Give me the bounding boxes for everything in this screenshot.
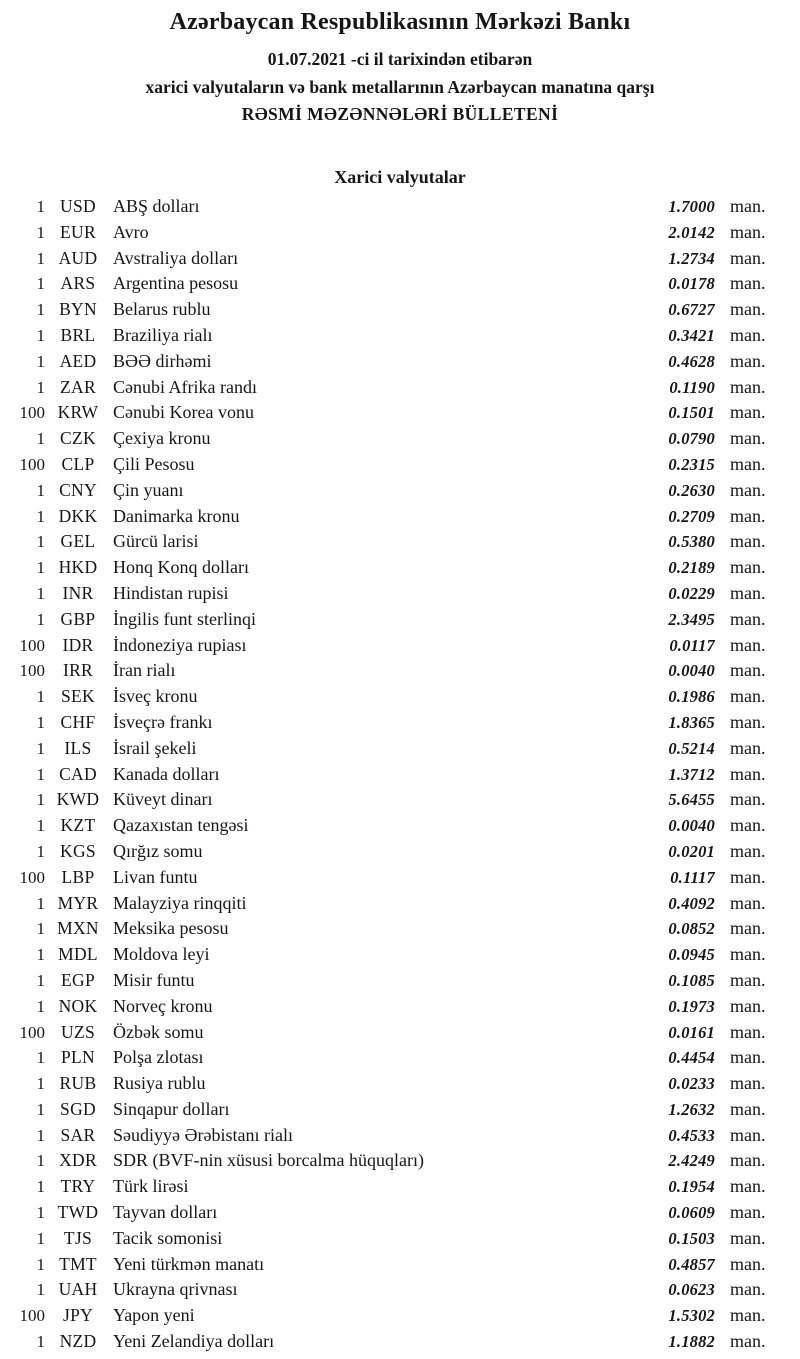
rate-value-cell: 1.2632: [668, 1099, 715, 1119]
quantity-cell: 1: [36, 1151, 45, 1171]
currency-code-cell: TRY: [60, 1176, 96, 1197]
unit-cell: man.: [730, 479, 766, 500]
rate-value-cell: 2.0142: [668, 222, 715, 242]
quantity-cell: 1: [36, 351, 45, 371]
quantity-cell: 1: [36, 248, 45, 268]
currency-name-cell: Ukrayna qrivnası: [113, 1279, 238, 1300]
unit-cell: man.: [730, 582, 766, 603]
currency-name-cell: Cənubi Afrika randı: [113, 376, 257, 397]
currency-row: [0, 944, 800, 970]
currency-name-cell: İsveç kronu: [113, 686, 198, 707]
currency-name-cell: Qırğız somu: [113, 840, 203, 861]
currency-row: [0, 1305, 800, 1331]
currency-code-cell: CZK: [60, 428, 96, 449]
quantity-cell: 1: [36, 609, 45, 629]
quantity-cell: 100: [19, 1022, 45, 1042]
rate-value-cell: 0.1954: [668, 1177, 715, 1197]
unit-cell: man.: [730, 711, 766, 732]
currency-row: [0, 273, 800, 299]
quantity-cell: 100: [19, 867, 45, 887]
rate-value-cell: 0.0117: [669, 635, 715, 655]
unit-cell: man.: [730, 376, 766, 397]
currency-name-cell: Tacik somonisi: [113, 1227, 223, 1248]
rate-value-cell: 0.4092: [668, 893, 715, 913]
unit-cell: man.: [730, 789, 766, 810]
unit-cell: man.: [730, 1176, 766, 1197]
currency-row: [0, 1125, 800, 1151]
unit-cell: man.: [730, 1305, 766, 1326]
currency-name-cell: Meksika pesosu: [113, 918, 229, 939]
rate-value-cell: 0.3421: [668, 325, 715, 345]
quantity-cell: 1: [36, 945, 45, 965]
rate-value-cell: 0.0161: [668, 1022, 715, 1042]
quantity-cell: 1: [36, 274, 45, 294]
rate-value-cell: 0.0852: [668, 919, 715, 939]
unit-cell: man.: [730, 608, 766, 629]
currency-row: [0, 506, 800, 532]
quantity-cell: 1: [36, 300, 45, 320]
rate-value-cell: 1.3712: [668, 764, 715, 784]
currency-code-cell: HKD: [58, 557, 98, 578]
currency-code-cell: AED: [59, 350, 97, 371]
unit-cell: man.: [730, 866, 766, 887]
currency-name-cell: Özbək somu: [113, 1021, 204, 1042]
currency-code-cell: PLN: [61, 1047, 95, 1068]
currency-row: [0, 351, 800, 377]
rate-value-cell: 0.4628: [668, 351, 715, 371]
rate-value-cell: 0.2709: [668, 506, 715, 526]
rate-value-cell: 0.0233: [668, 1074, 715, 1094]
currency-name-cell: Misir funtu: [113, 969, 195, 990]
currency-code-cell: GBP: [60, 608, 96, 629]
quantity-cell: 1: [36, 1099, 45, 1119]
unit-cell: man.: [730, 1227, 766, 1248]
rate-value-cell: 0.4454: [668, 1048, 715, 1068]
currency-code-cell: NZD: [59, 1331, 97, 1352]
quantity-cell: 1: [36, 197, 45, 216]
currency-row: [0, 428, 800, 454]
unit-cell: man.: [730, 815, 766, 836]
currency-code-cell: CHF: [60, 711, 96, 732]
currency-name-cell: Moldova leyi: [113, 944, 210, 965]
rate-value-cell: 0.1973: [668, 996, 715, 1016]
unit-cell: man.: [730, 634, 766, 655]
currency-code-cell: SEK: [61, 686, 95, 707]
rate-value-cell: 0.0623: [668, 1280, 715, 1300]
unit-cell: man.: [730, 273, 766, 294]
unit-cell: man.: [730, 840, 766, 861]
quantity-cell: 1: [36, 919, 45, 939]
unit-cell: man.: [730, 1073, 766, 1094]
currency-row: [0, 557, 800, 583]
currency-row: [0, 609, 800, 635]
currency-code-cell: KGS: [60, 840, 96, 861]
currency-name-cell: Küveyt dinarı: [113, 789, 213, 810]
currency-name-cell: Çin yuanı: [113, 479, 184, 500]
rate-value-cell: 0.4533: [668, 1125, 715, 1145]
currency-name-cell: Tayvan dolları: [113, 1202, 218, 1223]
quantity-cell: 1: [36, 1048, 45, 1068]
quantity-cell: 1: [36, 712, 45, 732]
quantity-cell: 100: [19, 403, 45, 423]
unit-cell: man.: [730, 660, 766, 681]
currency-code-cell: IDR: [62, 634, 94, 655]
currency-code-cell: ILS: [64, 737, 92, 758]
currency-name-cell: Braziliya rialı: [113, 324, 213, 345]
currency-name-cell: Polşa zlotası: [113, 1047, 204, 1068]
currency-code-cell: TJS: [63, 1227, 93, 1248]
currency-code-cell: GEL: [60, 531, 96, 552]
currency-code-cell: DKK: [58, 505, 98, 526]
currency-row: [0, 1202, 800, 1228]
unit-cell: man.: [730, 686, 766, 707]
rate-value-cell: 0.0945: [668, 945, 715, 965]
unit-cell: man.: [730, 505, 766, 526]
unit-cell: man.: [730, 1021, 766, 1042]
quantity-cell: 1: [36, 222, 45, 242]
currency-row: [0, 1099, 800, 1125]
unit-cell: man.: [730, 531, 766, 552]
unit-cell: man.: [730, 1098, 766, 1119]
currency-row: [0, 841, 800, 867]
quantity-cell: 1: [36, 970, 45, 990]
currency-code-cell: KWD: [56, 789, 100, 810]
currency-name-cell: Malayziya rinqqiti: [113, 892, 247, 913]
currency-code-cell: LBP: [61, 866, 95, 887]
unit-cell: man.: [730, 557, 766, 578]
quantity-cell: 100: [19, 635, 45, 655]
currency-row: [0, 1279, 800, 1305]
currency-row: [0, 893, 800, 919]
quantity-cell: 1: [36, 1254, 45, 1274]
currency-row: [0, 1150, 800, 1176]
currency-code-cell: XDR: [59, 1150, 97, 1171]
currency-name-cell: Kanada dolları: [113, 763, 220, 784]
currency-name-cell: Yapon yeni: [113, 1305, 195, 1326]
currency-name-cell: ABŞ dolları: [113, 196, 200, 216]
currency-code-cell: USD: [60, 196, 96, 216]
currency-name-cell: Avro: [113, 221, 149, 242]
quantity-cell: 1: [36, 738, 45, 758]
currency-code-cell: SAR: [60, 1124, 96, 1145]
quantity-cell: 1: [36, 1332, 45, 1352]
unit-cell: man.: [730, 737, 766, 758]
currency-row: [0, 299, 800, 325]
currency-name-cell: Rusiya rublu: [113, 1073, 206, 1094]
unit-cell: man.: [730, 995, 766, 1016]
currency-row: [0, 764, 800, 790]
currency-name-cell: Çexiya kronu: [113, 428, 211, 449]
quantity-cell: 1: [36, 532, 45, 552]
quantity-cell: 1: [36, 583, 45, 603]
unit-cell: man.: [730, 892, 766, 913]
rate-value-cell: 0.0040: [668, 816, 715, 836]
quantity-cell: 1: [36, 1177, 45, 1197]
currency-name-cell: Hindistan rupisi: [113, 582, 229, 603]
currency-name-cell: İran rialı: [113, 660, 176, 681]
quantity-cell: 1: [36, 764, 45, 784]
rate-value-cell: 0.1503: [668, 1228, 715, 1248]
effective-date-line: 01.07.2021 -ci il tarixindən etibarən: [267, 49, 533, 69]
rate-value-cell: 0.6727: [668, 300, 715, 320]
currency-row: [0, 712, 800, 738]
quantity-cell: 100: [19, 661, 45, 681]
unit-cell: man.: [730, 196, 766, 216]
quantity-cell: 1: [36, 429, 45, 449]
currency-row: [0, 1176, 800, 1202]
currency-name-cell: Gürcü larisi: [113, 531, 199, 552]
currency-row: [0, 1047, 800, 1073]
subject-line: xarici valyutaların və bank metallarının Azərbaycan manatına qarşı: [145, 77, 655, 97]
currency-row: [0, 635, 800, 661]
unit-cell: man.: [730, 1331, 766, 1352]
currency-name-cell: İsrail şekeli: [113, 737, 197, 758]
currency-code-cell: BYN: [59, 299, 97, 320]
quantity-cell: 1: [36, 687, 45, 707]
currency-code-cell: UZS: [61, 1021, 95, 1042]
currency-row: [0, 248, 800, 274]
rate-value-cell: 2.4249: [668, 1151, 715, 1171]
currency-code-cell: JPY: [62, 1305, 94, 1326]
currency-row: [0, 1228, 800, 1254]
currency-row: [0, 1331, 800, 1357]
rate-value-cell: 0.0229: [668, 583, 715, 603]
exchange-rates-table: [0, 196, 800, 1357]
currency-name-cell: SDR (BVF-nin xüsusi borcalma hüquqları): [113, 1150, 424, 1171]
quantity-cell: 100: [19, 454, 45, 474]
rate-value-cell: 0.5380: [668, 532, 715, 552]
currency-name-cell: Qazaxıstan tengəsi: [113, 815, 249, 836]
currency-code-cell: IRR: [62, 660, 94, 681]
currency-row: [0, 454, 800, 480]
unit-cell: man.: [730, 402, 766, 423]
currency-row: [0, 196, 800, 222]
rate-value-cell: 0.0201: [668, 841, 715, 861]
currency-code-cell: MXN: [57, 918, 99, 939]
currency-row: [0, 1254, 800, 1280]
currency-row: [0, 686, 800, 712]
currency-row: [0, 1073, 800, 1099]
quantity-cell: 1: [36, 816, 45, 836]
currency-row: [0, 789, 800, 815]
currency-name-cell: Yeni Zelandiya dolları: [113, 1331, 275, 1352]
currency-name-cell: Avstraliya dolları: [113, 247, 239, 268]
currency-code-cell: TWD: [57, 1202, 99, 1223]
quantity-cell: 1: [36, 1125, 45, 1145]
unit-cell: man.: [730, 247, 766, 268]
rate-value-cell: 0.5214: [668, 738, 715, 758]
quantity-cell: 1: [36, 558, 45, 578]
currency-row: [0, 325, 800, 351]
currency-name-cell: Honq Konq dolları: [113, 557, 249, 578]
unit-cell: man.: [730, 944, 766, 965]
rate-value-cell: 0.1986: [668, 687, 715, 707]
unit-cell: man.: [730, 1150, 766, 1171]
currency-row: [0, 996, 800, 1022]
currency-code-cell: CLP: [61, 453, 95, 474]
currency-row: [0, 402, 800, 428]
currency-row: [0, 583, 800, 609]
unit-cell: man.: [730, 350, 766, 371]
currency-code-cell: EUR: [60, 221, 96, 242]
rate-value-cell: 1.1882: [668, 1332, 715, 1352]
currency-name-cell: Çili Pesosu: [113, 453, 195, 474]
quantity-cell: 1: [36, 841, 45, 861]
unit-cell: man.: [730, 221, 766, 242]
currency-row: [0, 738, 800, 764]
currency-name-cell: Belarus rublu: [113, 299, 211, 320]
currency-code-cell: ZAR: [60, 376, 96, 397]
currency-code-cell: AUD: [58, 247, 98, 268]
currency-row: [0, 918, 800, 944]
quantity-cell: 100: [19, 1306, 45, 1326]
currency-code-cell: ARS: [60, 273, 96, 294]
currency-name-cell: BƏƏ dirhəmi: [113, 350, 212, 371]
unit-cell: man.: [730, 1202, 766, 1223]
currency-code-cell: KZT: [60, 815, 96, 836]
quantity-cell: 1: [36, 996, 45, 1016]
rate-value-cell: 0.2630: [668, 480, 715, 500]
currency-row: [0, 531, 800, 557]
document-header: [0, 0, 800, 126]
rate-value-cell: 1.2734: [668, 248, 715, 268]
rate-value-cell: 1.7000: [668, 197, 715, 216]
quantity-cell: 1: [36, 325, 45, 345]
currency-name-cell: Argentina pesosu: [113, 273, 239, 294]
rate-value-cell: 0.0178: [668, 274, 715, 294]
currency-name-cell: Türk lirəsi: [113, 1176, 189, 1197]
document-title: Azərbaycan Respublikasının Mərkəzi Bankı: [169, 9, 631, 35]
quantity-cell: 1: [36, 1280, 45, 1300]
currency-name-cell: Sinqapur dolları: [113, 1098, 230, 1119]
currency-name-cell: Səudiyyə Ərəbistanı rialı: [113, 1124, 293, 1145]
currency-name-cell: İsveçrə frankı: [113, 711, 213, 732]
unit-cell: man.: [730, 918, 766, 939]
currency-code-cell: INR: [62, 582, 94, 603]
quantity-cell: 1: [36, 1074, 45, 1094]
rate-value-cell: 0.2189: [668, 558, 715, 578]
rate-value-cell: 1.5302: [668, 1306, 715, 1326]
currency-code-cell: NOK: [58, 995, 98, 1016]
currency-name-cell: Livan funtu: [113, 866, 198, 887]
currency-code-cell: CNY: [59, 479, 97, 500]
unit-cell: man.: [730, 299, 766, 320]
unit-cell: man.: [730, 1124, 766, 1145]
currency-code-cell: TMT: [59, 1253, 97, 1274]
unit-cell: man.: [730, 428, 766, 449]
currency-code-cell: MYR: [57, 892, 99, 913]
quantity-cell: 1: [36, 790, 45, 810]
quantity-cell: 1: [36, 506, 45, 526]
rate-value-cell: 1.8365: [668, 712, 715, 732]
quantity-cell: 1: [36, 893, 45, 913]
rate-value-cell: 5.6455: [668, 790, 715, 810]
rate-value-cell: 0.1190: [669, 377, 715, 397]
quantity-cell: 1: [36, 480, 45, 500]
unit-cell: man.: [730, 324, 766, 345]
currency-row: [0, 660, 800, 686]
currency-code-cell: BRL: [60, 324, 96, 345]
currency-name-cell: Yeni türkmən manatı: [113, 1253, 265, 1274]
currency-code-cell: SGD: [60, 1098, 96, 1119]
rate-value-cell: 0.1117: [670, 867, 715, 887]
unit-cell: man.: [730, 763, 766, 784]
currency-code-cell: UAH: [58, 1279, 98, 1300]
currency-name-cell: Norveç kronu: [113, 995, 213, 1016]
unit-cell: man.: [730, 1279, 766, 1300]
currency-row: [0, 867, 800, 893]
currency-row: [0, 480, 800, 506]
unit-cell: man.: [730, 1047, 766, 1068]
quantity-cell: 1: [36, 1228, 45, 1248]
currency-code-cell: MDL: [58, 944, 98, 965]
unit-cell: man.: [730, 969, 766, 990]
rate-value-cell: 0.1085: [668, 970, 715, 990]
rate-value-cell: 0.4857: [668, 1254, 715, 1274]
currency-row: [0, 815, 800, 841]
currency-name-cell: Danimarka kronu: [113, 505, 240, 526]
currency-row: [0, 1022, 800, 1048]
quantity-cell: 1: [36, 1203, 45, 1223]
rate-value-cell: 0.0609: [668, 1203, 715, 1223]
rate-value-cell: 0.2315: [668, 454, 715, 474]
rate-value-cell: 2.3495: [668, 609, 715, 629]
currency-name-cell: İndoneziya rupiası: [113, 634, 247, 655]
currency-code-cell: KRW: [57, 402, 99, 423]
rate-value-cell: 0.0040: [668, 661, 715, 681]
currency-row: [0, 377, 800, 403]
currency-code-cell: EGP: [61, 969, 95, 990]
currency-name-cell: Cənubi Korea vonu: [113, 402, 254, 423]
currency-row: [0, 222, 800, 248]
rate-value-cell: 0.0790: [668, 429, 715, 449]
unit-cell: man.: [730, 1253, 766, 1274]
currency-code-cell: CAD: [59, 763, 97, 784]
rate-value-cell: 0.1501: [668, 403, 715, 423]
bulletin-title-line: RƏSMİ MƏZƏNNƏLƏRİ BÜLLETENİ: [241, 104, 559, 124]
currency-row: [0, 970, 800, 996]
unit-cell: man.: [730, 453, 766, 474]
currency-code-cell: RUB: [59, 1073, 97, 1094]
currency-name-cell: İngilis funt sterlinqi: [113, 608, 256, 629]
quantity-cell: 1: [36, 377, 45, 397]
section-title-foreign-currencies: Xarici valyutalar: [334, 167, 466, 187]
